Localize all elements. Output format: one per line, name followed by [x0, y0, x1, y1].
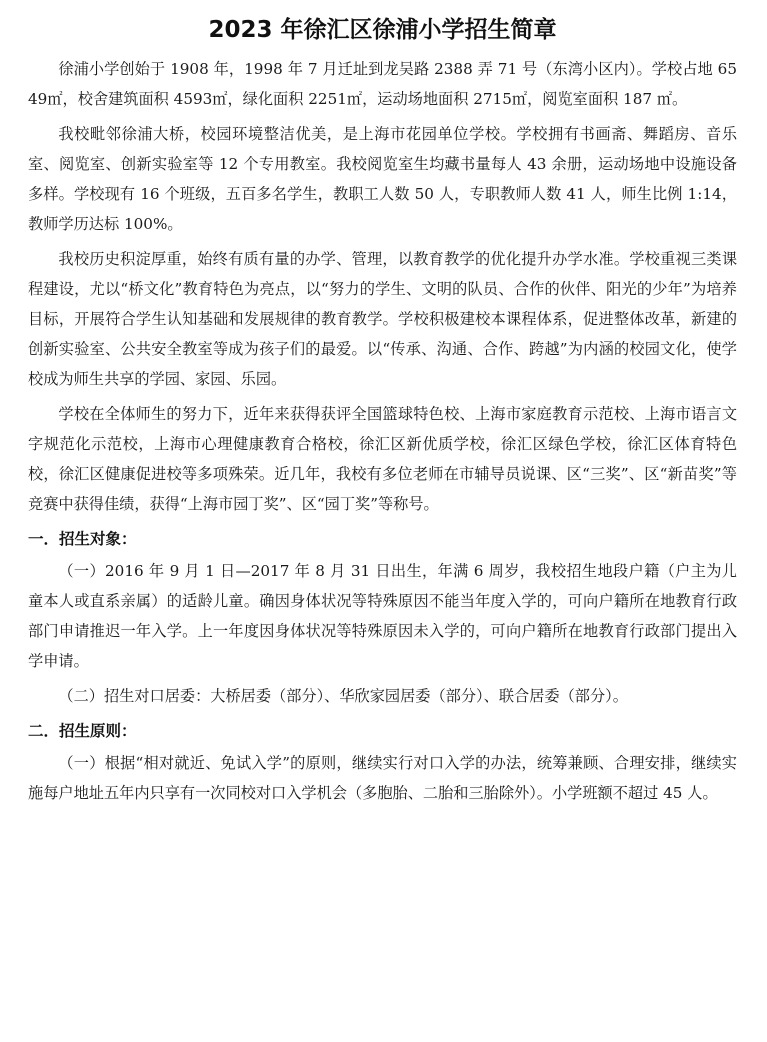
document-title: 2023 年徐汇区徐浦小学招生简章	[208, 17, 557, 43]
section-heading-enrollment-targets: 一．招生对象：	[28, 530, 137, 548]
enrollment-target-item-2: （二）招生对口居委：大桥居委（部分）、华欣家园居委（部分）、联合居委（部分）。	[58, 687, 628, 705]
intro-paragraph-history: 徐浦小学创始于 1908 年，1998 年 7 月迁址到龙吴路 2388 弄 71 号（东湾小区内）。学校占地 6549㎡，校舍建筑面积 4593㎡，绿化面积 2251㎡，运动场地面积 2715㎡，阅览室面积 187 ㎡。	[28, 60, 737, 108]
enrollment-target-item-1: （一）2016 年 9 月 1 日—2017 年 8 月 31 日出生，年满 6 周岁，我校招生地段户籍（户主为儿童本人或直系亲属）的适龄儿童。确因身体状况等特殊原因不能当年度入学的，可向户籍所在地教育行政部门申请推迟一年入学。上一年度因身体状况等特殊原因未入学的，可向户籍所在地教育行政部门提出入学申请。	[28, 562, 737, 670]
enrollment-principle-item-1: （一）根据“相对就近、免试入学”的原则，继续实行对口入学的办法，统筹兼顾、合理安排，继续实施每户地址五年内只享有一次同校对口入学机会（多胞胎、二胎和三胎除外）。小学班额不超过 45 人。	[28, 754, 737, 802]
intro-paragraph-culture: 我校历史积淀厚重，始终有质有量的办学、管理，以教育教学的优化提升办学水准。学校重视三类课程建设，尤以“桥文化”教育特色为亮点，以“努力的学生、文明的队员、合作的伙伴、阳光的少年”为培养目标，开展符合学生认知基础和发展规律的教育教学。学校积极建校本课程体系，促进整体改革，新建的创新实验室、公共安全教室等成为孩子们的最爱。以“传承、沟通、合作、跨越”为内涵的校园文化，使学校成为师生共享的学园、家园、乐园。	[28, 250, 737, 388]
section-heading-enrollment-principles: 二．招生原则：	[28, 722, 137, 740]
intro-paragraph-facilities: 我校毗邻徐浦大桥，校园环境整洁优美，是上海市花园单位学校。学校拥有书画斋、舞蹈房、音乐室、阅览室、创新实验室等 12 个专用教室。我校阅览室生均藏书量每人 43 余册，运动场地中设施设备多样。学校现有 16 个班级，五百多名学生，教职工人数 50 人，专职教师人数 41 人，师生比例 1:14，教师学历达标 100%。	[28, 125, 737, 233]
intro-paragraph-honors: 学校在全体师生的努力下，近年来获得获评全国篮球特色校、上海市家庭教育示范校、上海市语言文字规范化示范校，上海市心理健康教育合格校，徐汇区新优质学校，徐汇区绿色学校，徐汇区体育特色校，徐汇区健康促进校等多项殊荣。近几年，我校有多位老师在市辅导员说课、区“三奖”、区“新苗奖”等竞赛中获得佳绩，获得“上海市园丁奖”、区“园丁奖”等称号。	[28, 405, 737, 513]
